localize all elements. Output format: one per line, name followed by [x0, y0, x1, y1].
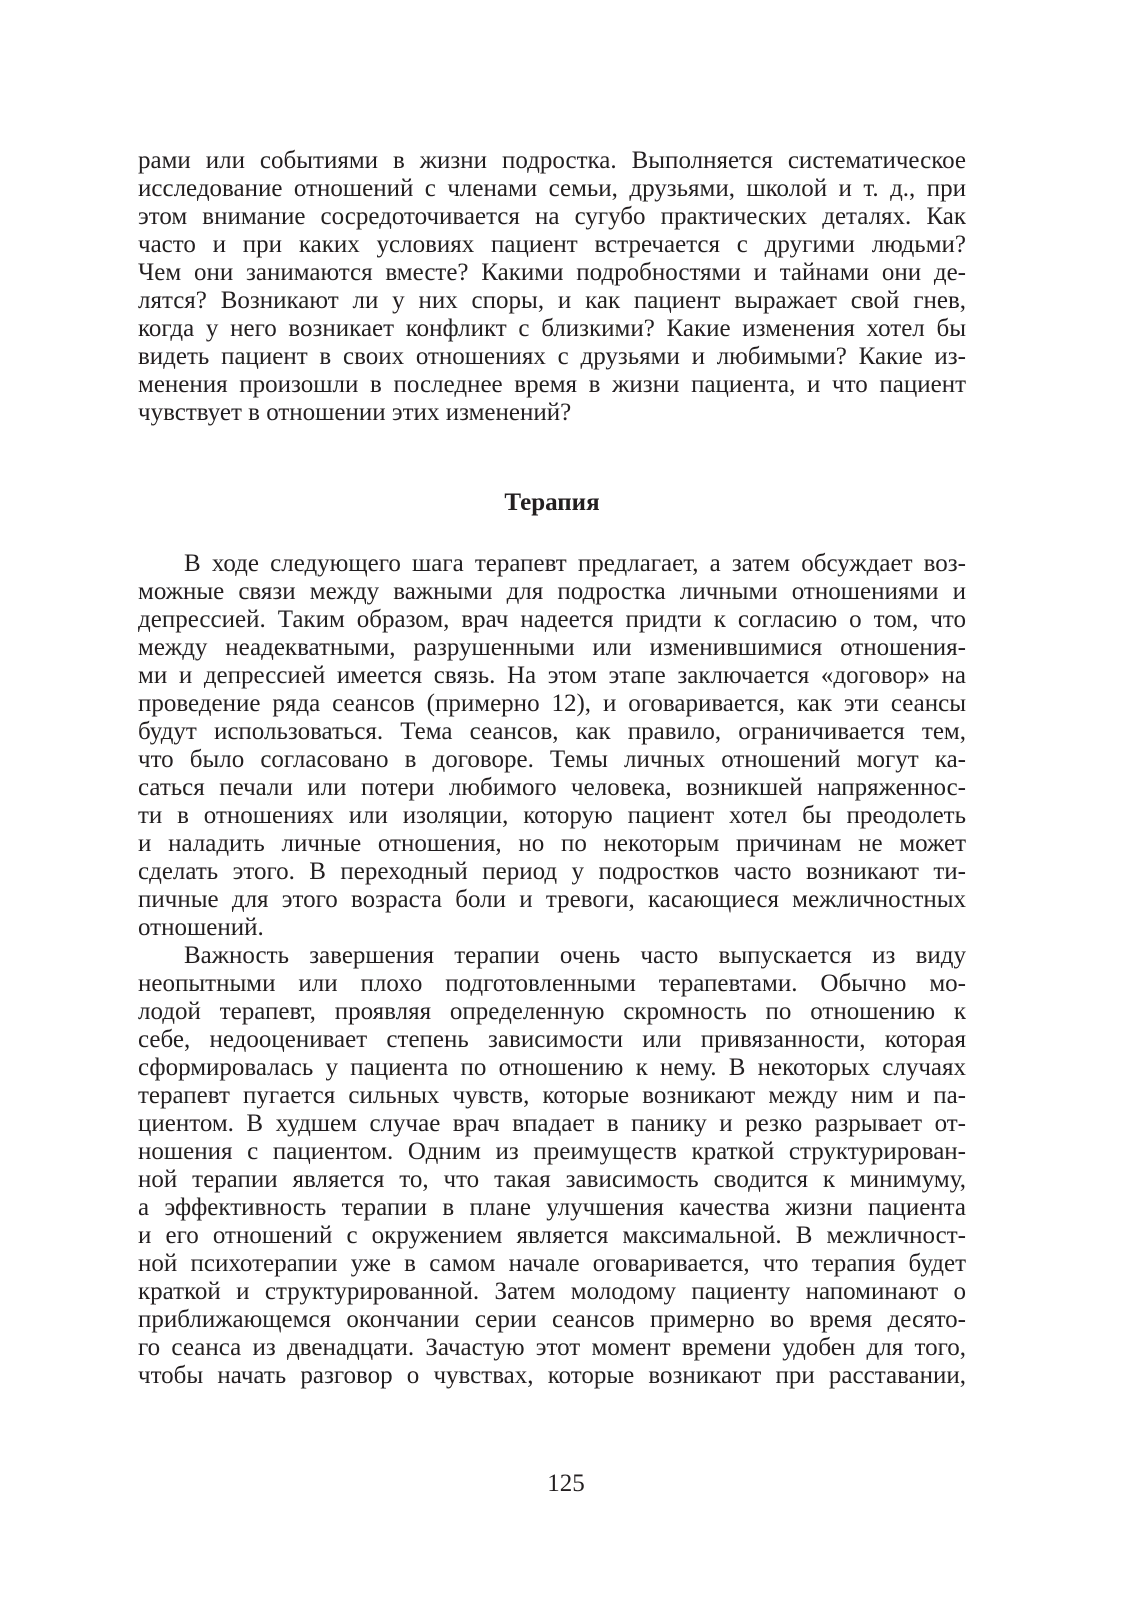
text-line: исследование отношений с членами семьи, друзьями, школой и т. д., при [138, 175, 966, 202]
text-line: когда у него возникает конфликт с близкими? Какие изменения хотел бы [138, 315, 966, 342]
text-line: отношений. [138, 914, 264, 941]
text-line: неопытными или плохо подготовленными терапевтами. Обычно мо- [138, 970, 966, 997]
text-line: этом внимание сосредоточивается на сугубо практических деталях. Как [138, 203, 966, 230]
text-line: видеть пациент в своих отношениях с друзьями и любимыми? Какие из- [138, 343, 966, 370]
text-line: терапевт пугается сильных чувств, которые возникают между ним и па- [138, 1082, 966, 1109]
text-line: чтобы начать разговор о чувствах, которые возникают при расставании, [138, 1362, 966, 1389]
text-line: себе, недооценивает степень зависимости или привязанности, которая [138, 1026, 966, 1053]
text-line: можные связи между важными для подростка личными отношениями и [138, 578, 966, 605]
text-line: Важность завершения терапии очень часто выпускается из виду [184, 942, 966, 969]
text-line: циентом. В худшем случае врач впадает в панику и резко разрывает от- [138, 1110, 966, 1137]
text-line: рами или событиями в жизни подростка. Выполняется систематическое [138, 147, 966, 174]
text-line: пичные для этого возраста боли и тревоги, касающиеся межличностных [138, 886, 966, 913]
text-line: будут использоваться. Тема сеансов, как правило, ограничивается тем, [138, 718, 966, 745]
text-line: ми и депрессией имеется связь. На этом этапе заключается «договор» на [138, 662, 966, 689]
text-line: что было согласовано в договоре. Темы личных отношений могут ка- [138, 746, 966, 773]
text-line: сформировалась у пациента по отношению к нему. В некоторых случаях [138, 1054, 966, 1081]
text-line: ти в отношениях или изоляции, которую пациент хотел бы преодолеть [138, 802, 966, 829]
paragraph-therapy-intro [138, 550, 966, 942]
text-line: чувствует в отношении этих изменений? [138, 399, 572, 426]
section-heading: Терапия [504, 489, 600, 516]
text-line: сделать этого. В переходный период у подростков часто возникают ти- [138, 858, 966, 885]
text-line: и наладить личные отношения, но по некоторым причинам не может [138, 830, 966, 857]
page-number: 125 [547, 1470, 585, 1497]
text-line: го сеанса из двенадцати. Зачастую этот момент времени удобен для того, [138, 1334, 966, 1361]
paragraph-therapy-ending [138, 942, 966, 1390]
text-line: лятся? Возникают ли у них споры, и как пациент выражает свой гнев, [138, 287, 966, 314]
text-line: ношения с пациентом. Одним из преимуществ краткой структурирован- [138, 1138, 966, 1165]
text-line: проведение ряда сеансов (примерно 12), и оговаривается, как эти сеансы [138, 690, 966, 717]
text-line: Чем они занимаются вместе? Какими подробностями и тайнами они де- [138, 259, 966, 286]
text-line: В ходе следующего шага терапевт предлагает, а затем обсуждает воз- [184, 550, 966, 577]
text-line: приближающемся окончании серии сеансов примерно во время десято- [138, 1306, 966, 1333]
paragraph-continuation [138, 147, 966, 427]
text-line: и его отношений с окружением является максимальной. В межличност- [138, 1222, 966, 1249]
text-line: депрессией. Таким образом, врач надеется придти к согласию о том, что [138, 606, 966, 633]
text-line: лодой терапевт, проявляя определенную скромность по отношению к [138, 998, 966, 1025]
text-line: часто и при каких условиях пациент встречается с другими людьми? [138, 231, 966, 258]
text-line: менения произошли в последнее время в жизни пациента, и что пациент [138, 371, 966, 398]
text-line: между неадекватными, разрушенными или изменившимися отношения- [138, 634, 966, 661]
text-line: саться печали или потери любимого человека, возникшей напряженнос- [138, 774, 966, 801]
text-line: ной терапии является то, что такая зависимость сводится к минимуму, [138, 1166, 966, 1193]
text-line: краткой и структурированной. Затем молодому пациенту напоминают о [138, 1278, 966, 1305]
text-line: ной психотерапии уже в самом начале оговаривается, что терапия будет [138, 1250, 966, 1277]
text-line: а эффективность терапии в плане улучшения качества жизни пациента [138, 1194, 966, 1221]
